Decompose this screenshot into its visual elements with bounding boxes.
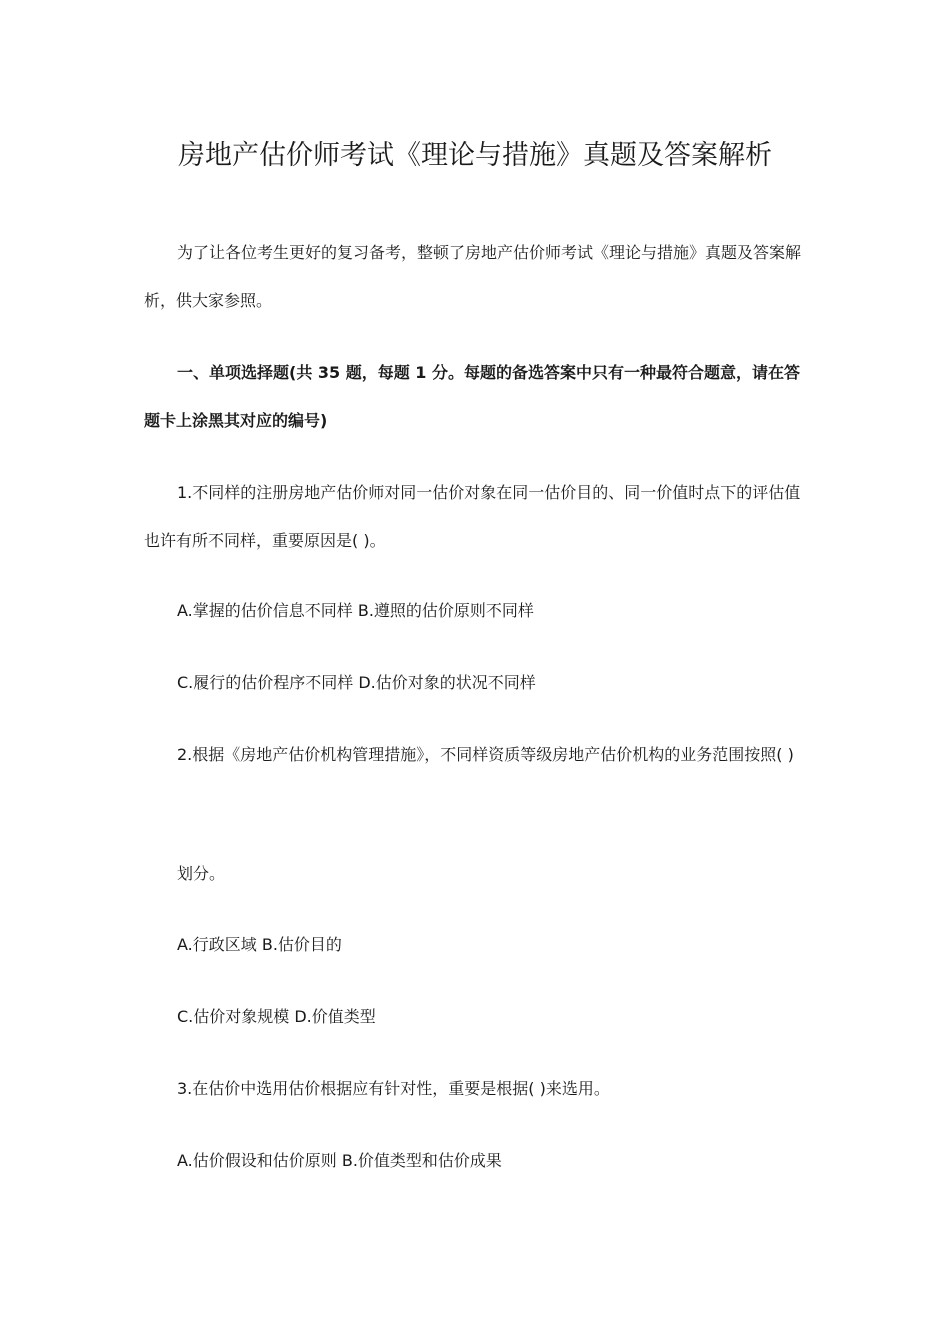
intro-paragraph (144, 229, 808, 325)
question-1-stem (144, 469, 808, 565)
section-heading (144, 349, 808, 445)
question-1-options-ab (144, 587, 808, 635)
question-2-stem-text: 2.根据《房地产估价机构管理措施》，不同样资质等级房地产估价机构的业务范围按照( ) (177, 745, 794, 764)
question-2-options-cd (144, 993, 808, 1041)
question-2-stem-continued-text: 划分。 (177, 864, 226, 883)
section-heading-text: 一、单项选择题(共 35 题，每题 1 分。每题的备选答案中只有一种最符合题意，请在答题卡上涂黑其对应的编号) (144, 363, 800, 430)
question-2-options-ab-text: A.行政区域 B.估价目的 (177, 935, 342, 954)
document-title: 房地产估价师考试《理论与措施》真题及答案解析 (178, 140, 772, 171)
question-2-stem-continued (144, 850, 808, 898)
question-1-options-cd-text: C.履行的估价程序不同样 D.估价对象的状况不同样 (177, 673, 536, 692)
question-3-options-ab (144, 1137, 808, 1185)
question-1-stem-text: 1.不同样的注册房地产估价师对同一估价对象在同一估价目的、同一价值时点下的评估值也许有所不同样，重要原因是( )。 (144, 483, 801, 550)
question-3-stem (144, 1065, 808, 1113)
question-2-stem (144, 731, 808, 779)
intro-text: 为了让各位考生更好的复习备考，整顿了房地产估价师考试《理论与措施》真题及答案解析，供大家参照。 (144, 243, 802, 310)
question-1-options-ab-text: A.掌握的估价信息不同样 B.遵照的估价原则不同样 (177, 601, 534, 620)
question-2-options-ab (144, 921, 808, 969)
question-3-options-ab-text: A.估价假设和估价原则 B.价值类型和估价成果 (177, 1151, 502, 1170)
question-1-options-cd (144, 659, 808, 707)
question-3-stem-text: 3.在估价中选用估价根据应有针对性，重要是根据( )来选用。 (177, 1079, 610, 1098)
question-2-options-cd-text: C.估价对象规模 D.价值类型 (177, 1007, 376, 1026)
